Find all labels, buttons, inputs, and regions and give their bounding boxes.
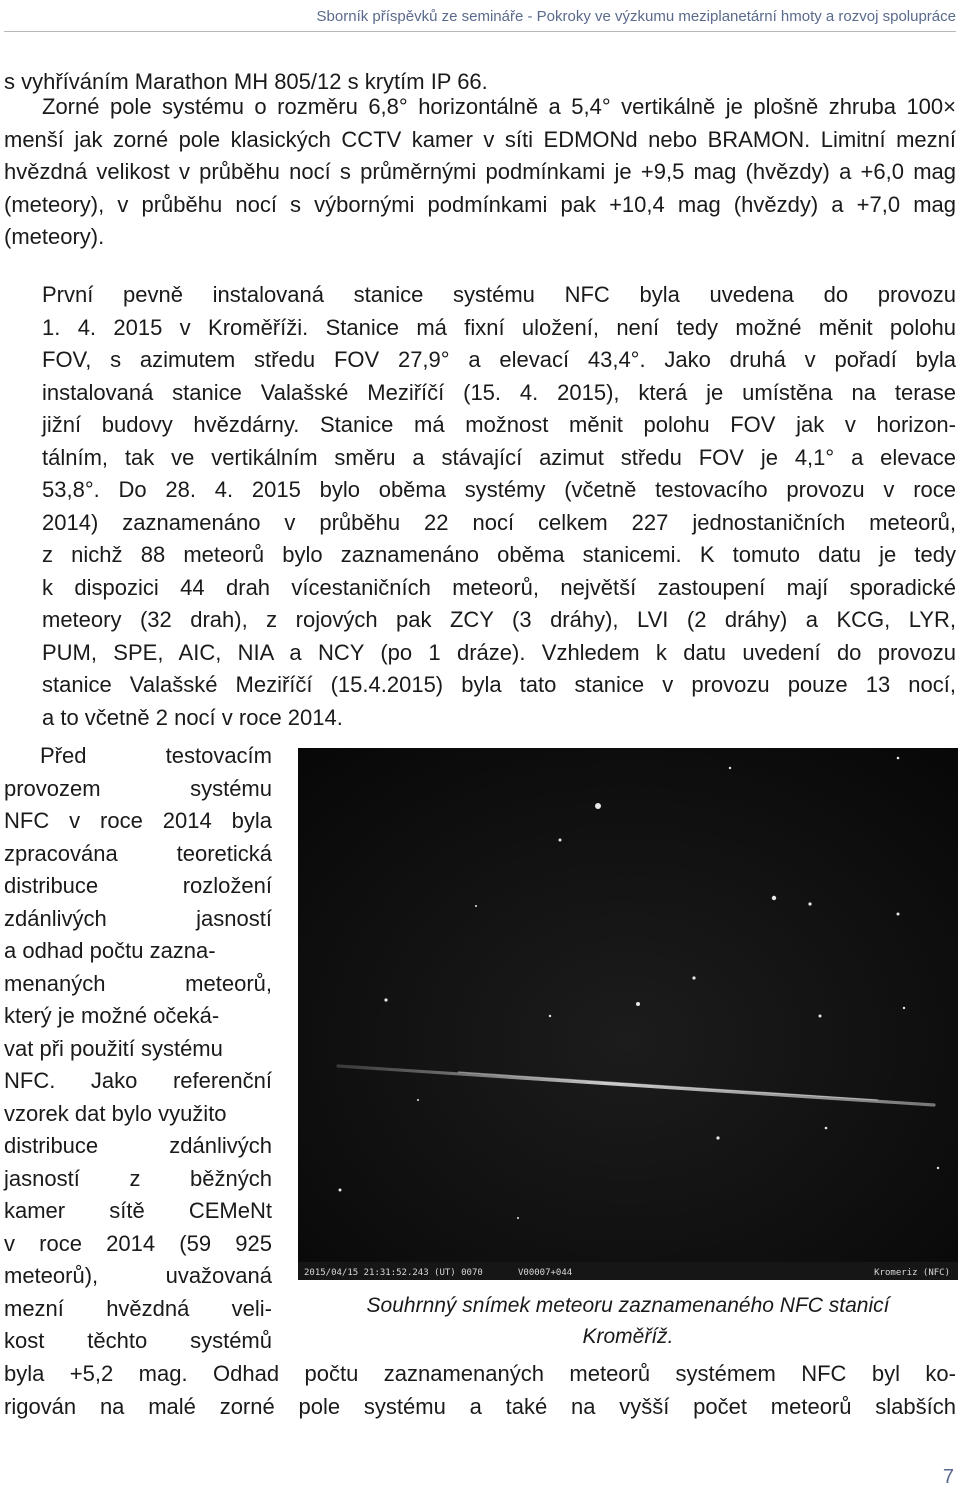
col-line: NFC v roce 2014 byla xyxy=(4,808,272,833)
running-header xyxy=(4,8,956,32)
star xyxy=(819,1015,822,1018)
star xyxy=(517,1217,519,1219)
col-line: vzorek dat bylo využito xyxy=(4,1100,227,1126)
col-line: vat při použití systému xyxy=(4,1035,223,1061)
p3-line: PUM, SPE, AIC, NIA a NCY (po 1 dráze). Vzhledem k datu uvedení do provozu xyxy=(42,639,956,665)
overlay-station: Kromeriz (NFC) xyxy=(874,1268,950,1278)
col-line: provozem systému xyxy=(4,775,272,801)
col-line: kamer sítě CEMeNt xyxy=(4,1198,272,1223)
col-line: NFC. Jako referenční xyxy=(4,1068,272,1093)
col-line: který je možné očeká- xyxy=(4,1003,220,1028)
col-line: Před testovacím xyxy=(40,743,272,768)
col-line: a odhad počtu zazna- xyxy=(4,938,216,963)
caption-line: Kroměříž. xyxy=(582,1325,674,1348)
overlay-timestamp: 2015/04/15 21:31:52.243 (UT) 0070 xyxy=(304,1268,483,1278)
star xyxy=(417,1099,419,1101)
star xyxy=(559,839,562,842)
star xyxy=(729,767,731,769)
side-column-text xyxy=(4,740,272,1358)
col-line: distribuce zdánlivých xyxy=(4,1133,272,1158)
paragraph-2: Zorné pole systému o rozměru 6,8° horizontálně a 5,4° vertikálně je plošně zhruba 100× menší jak zorné pole klasických CCTV kamer v síti EDMONd nebo BRAMON. Limitní mezní hvězdná velikost v průběhu nocí s průměrnými podmínkami je +9,5 mag (hvězdy) a +6,0 mag (meteory), v průběhu nocí s výbornými podmínkami pak +10,4 mag (hvězdy) a +7,0 mag (meteory). xyxy=(4,94,956,249)
col-line: kost těchto systémů xyxy=(4,1328,272,1353)
p3-line: tálním, tak ve vertikálním směru a stávající azimut středu FOV je 4,1° a elevace xyxy=(42,444,956,470)
paragraph-4 xyxy=(4,1358,956,1423)
star xyxy=(475,905,477,907)
col-line: menaných meteorů, xyxy=(4,970,272,996)
star xyxy=(692,976,695,979)
star xyxy=(549,1015,551,1017)
p3-line: z nichž 88 meteorů bylo zaznamenáno oběma stanicemi. K tomuto datu je tedy xyxy=(42,542,956,567)
meteor-photo xyxy=(298,748,958,1280)
p3-line: stanice Valašské Meziříčí (15.4.2015) byla tato stanice v provozu pouze 13 nocí, xyxy=(42,672,956,697)
col-line: zdánlivých jasností xyxy=(4,905,272,931)
p3-line: a to včetně 2 nocí v roce 2014. xyxy=(42,704,343,730)
p3-line: 1. 4. 2015 v Kroměříži. Stanice má fixní uložení, není tedy možné měnit polohu xyxy=(42,314,956,340)
star xyxy=(384,998,387,1001)
p4-line: byla +5,2 mag. Odhad počtu zaznamenaných meteorů systémem NFC byl ko- xyxy=(4,1361,956,1386)
star xyxy=(772,896,776,900)
col-line: mezní hvězdná veli- xyxy=(4,1295,272,1321)
p3-line: První pevně instalovaná stanice systému NFC byla uvedena do provozu xyxy=(42,282,956,307)
star xyxy=(903,1007,905,1009)
col-line: zpracována teoretická xyxy=(4,840,272,866)
p3-line: k dispozici 44 drah vícestaničních meteorů, největší zastoupení mají sporadické xyxy=(42,574,956,600)
col-line: v roce 2014 (59 925 xyxy=(4,1230,272,1256)
overlay-frame: V00007+044 xyxy=(518,1268,573,1278)
star xyxy=(808,902,811,905)
p3-line: 53,8°. Do 28. 4. 2015 bylo oběma systémy (včetně testovacího provozu v roce xyxy=(42,477,956,502)
paragraph-3 xyxy=(4,279,956,734)
p4-line: rigován na malé zorné pole systému a také na vyšší počet meteorů slabších xyxy=(4,1393,956,1419)
star xyxy=(825,1127,828,1130)
col-line: meteorů), uvažovaná xyxy=(4,1263,272,1288)
p3-line: 2014) zaznamenáno v průběhu 22 nocí celkem 227 jednostaničních meteorů, xyxy=(42,509,956,535)
col-line: distribuce rozložení xyxy=(4,873,272,898)
p3-line: meteory (32 drah), z rojových pak ZCY (3 dráhy), LVI (2 dráhy) a KCG, LYR, xyxy=(42,607,956,632)
star xyxy=(897,913,900,916)
p3-line: FOV, s azimutem středu FOV 27,9° a elevací 43,4°. Jako druhá v pořadí byla xyxy=(42,347,956,372)
p3-line: instalovaná stanice Valašské Meziříčí (15. 4. 2015), která je umístěna na terase xyxy=(42,379,956,405)
col-line: jasností z běžných xyxy=(4,1165,272,1191)
p3-line: jižní budovy hvězdárny. Stanice má možnost měnit polohu FOV jak v horizon- xyxy=(42,412,956,437)
star xyxy=(897,757,900,760)
caption-line: Souhrnný snímek meteoru zaznamenaného NFC stanicí xyxy=(366,1294,890,1317)
star xyxy=(339,1189,342,1192)
star xyxy=(937,1167,939,1169)
page-number: 7 xyxy=(942,1466,954,1488)
running-title: Sborník příspěvků ze semináře - Pokroky ve výzkumu meziplanetární hmoty a rozvoj spolupráce xyxy=(316,8,956,25)
night-sky xyxy=(298,748,958,1280)
star xyxy=(595,803,601,809)
star xyxy=(716,1136,719,1139)
paragraph-1: s vyhříváním Marathon MH 805/12 s krytím IP 66. xyxy=(4,69,488,94)
star xyxy=(636,1002,640,1006)
figure-caption xyxy=(298,1290,958,1352)
meteor-image xyxy=(298,748,958,1280)
